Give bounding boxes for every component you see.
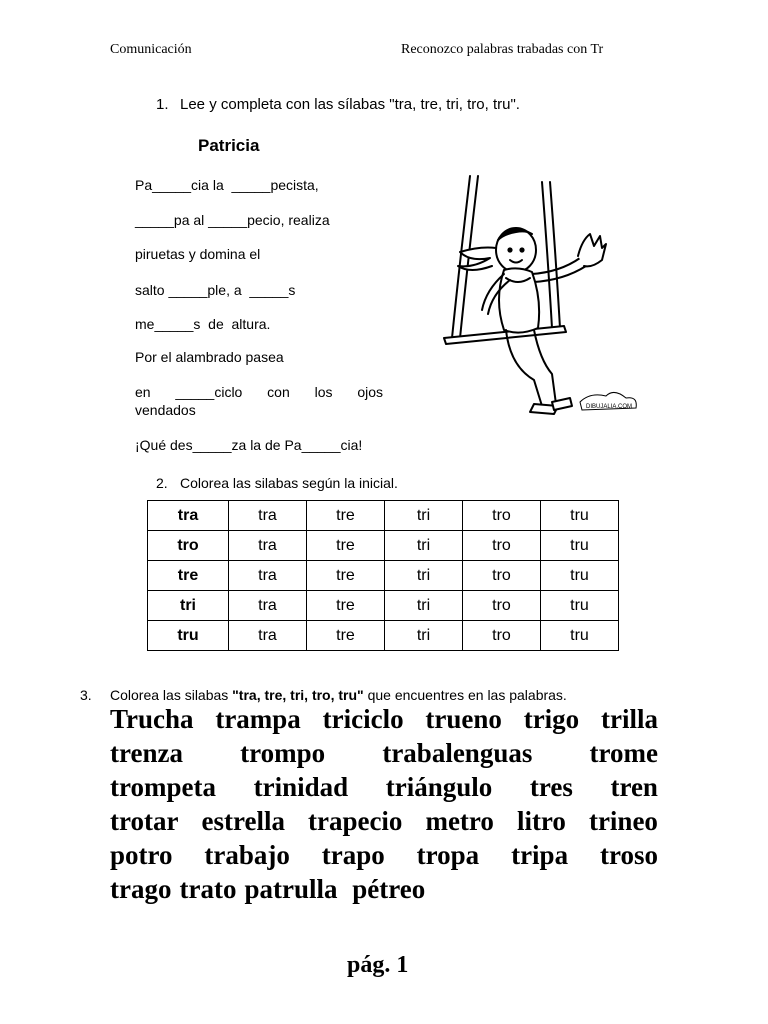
word: trilla <box>601 704 658 734</box>
word: trapecio <box>307 806 403 836</box>
syllable-cell: tro <box>463 591 541 621</box>
story-line: piruetas y domina el <box>135 246 261 262</box>
syllable-cell: tri <box>385 501 463 531</box>
word: tren <box>610 772 658 802</box>
word: trineo <box>588 806 658 836</box>
word: trueno <box>425 704 502 734</box>
table-row <box>148 591 619 621</box>
syllable-cell: tru <box>541 621 619 651</box>
story-line: Por el alambrado pasea <box>135 349 284 365</box>
table-row <box>148 531 619 561</box>
topic-label: Reconozco palabras trabadas con Tr <box>401 42 604 57</box>
word: tres <box>529 772 573 802</box>
word: tripa <box>511 840 569 870</box>
row-initial-syllable: tre <box>148 561 229 591</box>
svg-text:DIBUJALIA.COM: DIBUJALIA.COM <box>586 404 633 410</box>
word: potro <box>110 840 173 870</box>
word: tropa <box>416 840 480 870</box>
word: trago <box>110 874 172 904</box>
word: troso <box>599 840 658 870</box>
story-title: Patricia <box>198 136 260 155</box>
word: estrella <box>201 806 285 836</box>
syllable-cell: tre <box>307 621 385 651</box>
syllable-cell: tre <box>307 531 385 561</box>
question-2-number: 2. <box>156 475 168 491</box>
syllable-cell: tru <box>541 561 619 591</box>
word: trinidad <box>253 772 349 802</box>
row-initial-syllable: tra <box>148 501 229 531</box>
word: trabajo <box>204 840 290 870</box>
table-row <box>148 561 619 591</box>
word: trompeta <box>110 772 216 802</box>
row-initial-syllable: tru <box>148 621 229 651</box>
story-line: Pa_____cia la _____pecista, <box>135 177 319 193</box>
story-line: vendados <box>135 402 196 418</box>
syllable-cell: tra <box>229 591 307 621</box>
syllable-table <box>147 500 619 651</box>
word: trampa <box>215 704 301 734</box>
syllable-cell: tra <box>229 561 307 591</box>
table-row <box>148 621 619 651</box>
word-line <box>110 770 658 804</box>
syllable-cell: tri <box>385 531 463 561</box>
word: Trucha <box>110 704 194 734</box>
word: triángulo <box>385 772 493 802</box>
syllable-cell: tra <box>229 531 307 561</box>
word: trabalenguas <box>382 738 533 768</box>
page-number: pág. 1 <box>347 952 409 978</box>
syllable-cell: tre <box>307 501 385 531</box>
word: trato <box>179 874 237 904</box>
word-line <box>110 736 658 770</box>
girl-on-trapeze-illustration <box>430 170 660 430</box>
story-line: _____pa al _____pecio, realiza <box>135 212 330 228</box>
word-line <box>110 872 658 906</box>
question-2-instruction: Colorea las silabas según la inicial. <box>180 475 398 491</box>
story-line: ¡Qué des_____za la de Pa_____cia! <box>135 437 363 453</box>
syllable-cell: tru <box>541 591 619 621</box>
question-3-instruction: Colorea las silabas "tra, tre, tri, tro, tru" que encuentres en las palabras. <box>110 687 567 703</box>
story-line: me_____s de altura. <box>135 316 271 332</box>
question-1-instruction: Lee y completa con las sílabas "tra, tre, tri, tro, tru". <box>180 96 520 113</box>
word: trenza <box>110 738 183 768</box>
syllable-cell: tre <box>307 561 385 591</box>
word: pétreo <box>345 874 426 904</box>
word: triciclo <box>322 704 404 734</box>
row-initial-syllable: tri <box>148 591 229 621</box>
word: trotar <box>110 806 179 836</box>
syllable-cell: tro <box>463 531 541 561</box>
syllable-cell: tra <box>229 621 307 651</box>
syllable-cell: tru <box>541 531 619 561</box>
word-line <box>110 838 658 872</box>
syllable-cell: tro <box>463 561 541 591</box>
syllable-cell: tra <box>229 501 307 531</box>
syllable-cell: tri <box>385 621 463 651</box>
word: trapo <box>321 840 385 870</box>
word: metro <box>425 806 494 836</box>
word-line <box>110 804 658 838</box>
row-initial-syllable: tro <box>148 531 229 561</box>
subject-label: Comunicación <box>110 42 192 57</box>
syllable-cell: tro <box>463 621 541 651</box>
table-row <box>148 501 619 531</box>
syllable-cell: tri <box>385 591 463 621</box>
syllable-cell: tro <box>463 501 541 531</box>
word: litro <box>516 806 566 836</box>
question-3-number: 3. <box>80 687 92 703</box>
question-1-number: 1. <box>156 96 169 113</box>
word: trome <box>589 738 658 768</box>
word: patrulla <box>244 874 338 904</box>
word: trigo <box>523 704 580 734</box>
word-line <box>110 702 658 736</box>
syllable-cell: tri <box>385 561 463 591</box>
word: trompo <box>240 738 326 768</box>
word-list <box>110 702 658 906</box>
syllable-cell: tru <box>541 501 619 531</box>
syllable-cell: tre <box>307 591 385 621</box>
story-line: en _____ciclo con los ojos <box>135 384 383 400</box>
story-line: salto _____ple, a _____s <box>135 282 296 298</box>
